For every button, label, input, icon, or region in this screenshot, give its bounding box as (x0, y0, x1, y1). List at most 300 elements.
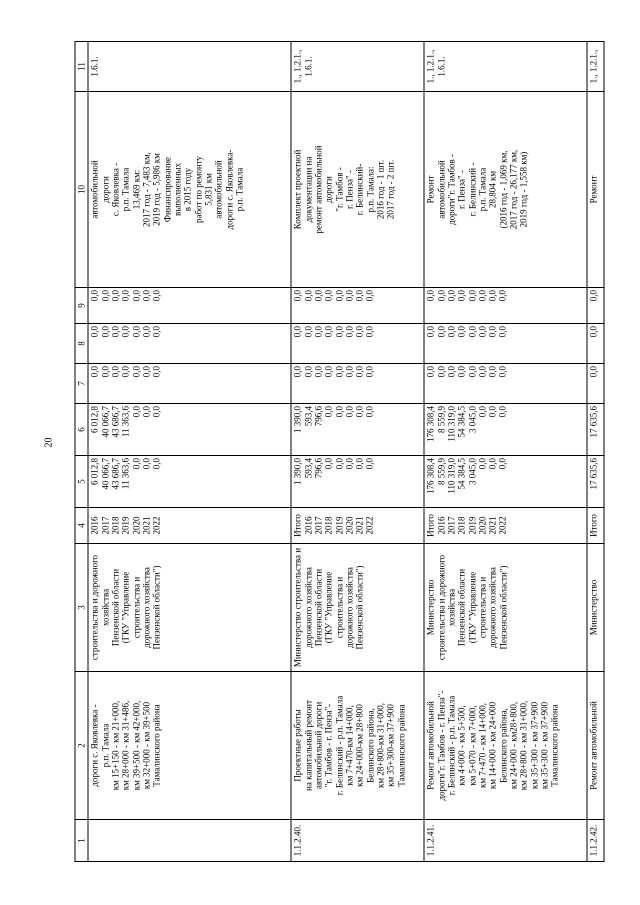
activity-name-line: км 7+470-км 14+000, (344, 705, 355, 786)
column-8-values-line: 0,0 (487, 326, 498, 338)
regional-amount-line: 0,0 (323, 406, 334, 418)
column-8-values-line: 0,0 (344, 326, 355, 338)
regional-amount-line: 593,4 (303, 406, 314, 427)
regional-amount-line: 0,0 (334, 406, 345, 418)
column-header-2: 2 (75, 672, 88, 820)
table-row (424, 42, 587, 862)
expected-result-line: 2019 год - 1,558 км) (518, 151, 529, 228)
executor-line: Пензенской области") (498, 565, 509, 650)
total-amount-line: 796,6 (313, 458, 324, 479)
activity-name-line: км 28+800 - км 31+000, (518, 700, 529, 791)
total-amount-line: 54 384,5 (456, 458, 467, 490)
column-header-8: 8 (75, 324, 88, 364)
total-amount-line: 11 363,6 (120, 458, 131, 490)
activity-name-line: км 14+000 - км 24+000 (487, 701, 498, 790)
regional-amount-line: 0,0 (477, 406, 488, 418)
regional-amount (88, 404, 291, 456)
executor-line: Министерство (425, 579, 436, 636)
table-row (88, 42, 291, 862)
column-7-values-line: 0,0 (354, 366, 365, 378)
years-line: 2020 (477, 516, 488, 535)
column-9-values-line: 0,0 (446, 290, 457, 302)
expected-result-line: автомобильной (436, 160, 447, 219)
column-7-values-line: 0,0 (131, 366, 142, 378)
total-amount-line: 0,0 (131, 458, 142, 470)
regional-amount-line: 1 390,0 (292, 406, 303, 433)
expected-result-line: с. Яковлевка - (110, 162, 121, 217)
activity-name-line: г. Белинский - р.п. Тамала (446, 695, 457, 796)
column-9-values-line: 0,0 (323, 290, 334, 302)
executor-line: Министерство строительства и (292, 547, 303, 668)
column-9-values-line: 0,0 (292, 290, 303, 302)
column-9-values-line: 0,0 (344, 290, 355, 302)
executor-line: дорожного хозяйства (303, 567, 314, 648)
column-7-values-line: 0,0 (303, 366, 314, 378)
total-amount-line: 110 319,0 (446, 458, 457, 494)
column-7-values-line: 0,0 (456, 366, 467, 378)
expected-result-line: "г. Тамбов - (334, 167, 345, 212)
column-7-values-line: 0,0 (497, 366, 508, 378)
column-7-values (88, 364, 291, 404)
column-7-values-line: 0,0 (344, 366, 355, 378)
column-8-values-line: 0,0 (364, 326, 375, 338)
column-9-values-line: 0,0 (487, 290, 498, 302)
expected-result-line: автомобильной (89, 160, 100, 219)
column-header-9: 9 (75, 288, 88, 324)
executor-line: (ГКУ "Управление (120, 571, 131, 644)
column-7-values-line: 0,0 (467, 366, 478, 378)
executor-line: строительства и (477, 576, 488, 639)
indicator-link-line: 1.6.1. (303, 56, 314, 77)
expected-result-line: 2017 год - 26,177 км, (508, 149, 519, 230)
column-header-10: 10 (75, 92, 88, 288)
total-amount-line: 0,0 (364, 458, 375, 470)
activity-name-line: г. Белинский - р.п. Тамала (334, 695, 345, 796)
regional-amount-line: 0,0 (151, 406, 162, 418)
executor (88, 544, 291, 672)
activity-name-line: км 35+300 - км 37+900 (539, 701, 550, 790)
column-7-values-line: 0,0 (487, 366, 498, 378)
column-9-values-line: 0,0 (151, 290, 162, 302)
column-8-values-line: 0,0 (131, 326, 142, 338)
years-line: 2016 (436, 516, 447, 535)
column-7-values-line: 0,0 (436, 366, 447, 378)
years (291, 508, 424, 544)
expected-result-line: 13,469 км: (131, 169, 142, 210)
activity-name-line: км 4+000 - км 5+500, (456, 705, 467, 786)
total-amount-line: 0,0 (334, 458, 345, 470)
activity-name (424, 672, 587, 820)
activity-name (88, 672, 291, 820)
expected-result (424, 92, 587, 288)
executor (291, 544, 424, 672)
total-amount-line: 0,0 (151, 458, 162, 470)
expected-result-line: г. Белинский - (467, 162, 478, 217)
years-line: 2020 (344, 516, 355, 535)
indicator-link-line: 1., 1.2.1., (588, 49, 599, 84)
executor-line: (ГКУ "Управление (323, 571, 334, 644)
column-9-values (88, 288, 291, 324)
indicator-link-line: 1.6.1. (89, 56, 100, 77)
expected-result-line: автомобильной (213, 160, 224, 219)
regional-amount-line: 0,0 (131, 406, 142, 418)
activity-name-line: р.п. Тамала (100, 723, 111, 768)
column-7-values-line: 0,0 (313, 366, 324, 378)
column-8-values-line: 0,0 (110, 326, 121, 338)
regional-amount-line: 0,0 (344, 406, 355, 418)
years-line: 2022 (364, 516, 375, 535)
activity-name-line: автомобильной дороги (313, 701, 324, 790)
activity-name-line: км 28+000 - км 31+486, (120, 700, 131, 791)
column-8-values-line: 0,0 (354, 326, 365, 338)
column-8-values-line: 0,0 (151, 326, 162, 338)
expected-result-line: документации на (303, 156, 314, 223)
expected-result-line: Ремонт (425, 175, 436, 204)
expected-result-line: р.п. Тамала: (365, 166, 376, 213)
activity-name-line: Ремонт автомобильной (425, 701, 436, 790)
expected-result-line: дороги (323, 176, 334, 203)
executor-line: Пензенской области (313, 568, 324, 647)
total-amount-line: 0,0 (487, 458, 498, 470)
expected-result-line: г. Пенза" - (456, 170, 467, 209)
indicator-link (88, 42, 291, 92)
column-7-values-line: 0,0 (323, 366, 334, 378)
expected-result-line: р.п. Тамала (234, 167, 245, 212)
total-amount-line: 8 559,9 (436, 458, 447, 485)
column-8-values-line: 0,0 (292, 326, 303, 338)
executor-line: Пензенской области") (354, 565, 365, 650)
column-9-values-line: 0,0 (131, 290, 142, 302)
column-9-values-line: 0,0 (313, 290, 324, 302)
column-header-3: 3 (75, 544, 88, 672)
column-8-values-line: 0,0 (323, 326, 334, 338)
total-amount-line: 3 045,0 (467, 458, 478, 485)
executor-line: хозяйства (446, 588, 457, 627)
total-amount-line: 176 308,4 (425, 458, 436, 494)
regional-amount (424, 404, 587, 456)
column-8-values-line: 0,0 (334, 326, 345, 338)
total-amount-line: 0,0 (477, 458, 488, 470)
regional-amount-line: 8 559,9 (436, 406, 447, 433)
executor-line: Министерство (588, 579, 599, 636)
total-amount (88, 456, 291, 508)
column-8-values-line: 0,0 (141, 326, 152, 338)
total-amount (587, 456, 604, 508)
column-9-values (587, 288, 604, 324)
column-7-values-line: 0,0 (334, 366, 345, 378)
activity-name (291, 672, 424, 820)
column-8-values-line: 0,0 (425, 326, 436, 338)
column-8-values (88, 324, 291, 364)
regional-amount-line: 796,6 (313, 406, 324, 427)
item-number: 1.1.2.41. (424, 820, 587, 862)
regional-amount-line: 110 319,0 (446, 406, 457, 442)
years (88, 508, 291, 544)
total-amount-line: 593,4 (303, 458, 314, 479)
years-line: Итого (292, 514, 303, 537)
expected-result-line: 28,804 км (487, 170, 498, 209)
regional-amount-line: 3 045,0 (467, 406, 478, 433)
column-header-5: 5 (75, 456, 88, 508)
executor-line: Пензенской области (456, 568, 467, 647)
activity-name-line: км 35+300 - км 37+900 (529, 701, 540, 790)
executor-line: строительства и (131, 576, 142, 639)
table-row (587, 42, 604, 862)
years-line: 2017 (100, 516, 111, 535)
executor-line: Пензенской области") (151, 565, 162, 650)
total-amount-line: 0,0 (323, 458, 334, 470)
column-header-4: 4 (75, 508, 88, 544)
executor (587, 544, 604, 672)
years-line: 2017 (446, 516, 457, 535)
total-amount-line: 6 012,8 (89, 458, 100, 485)
column-9-values-line: 0,0 (425, 290, 436, 302)
regional-amount-line: 40 066,7 (100, 406, 111, 438)
indicator-link-line: 1.6.1. (436, 56, 447, 77)
column-9-values-line: 0,0 (436, 290, 447, 302)
total-amount (291, 456, 424, 508)
column-9-values-line: 0,0 (477, 290, 488, 302)
regional-amount-line: 17 635,6 (588, 406, 599, 438)
executor-line: строительства и (334, 576, 345, 639)
indicator-link (291, 42, 424, 92)
column-9-values (291, 288, 424, 324)
years (424, 508, 587, 544)
activity-name-line: км 28+800-км 31+000, (375, 702, 386, 789)
regional-amount-line: 6 012,8 (89, 406, 100, 433)
activity-name-line: дороги с. Яковлевка - (89, 704, 100, 787)
expected-result (88, 92, 291, 288)
years-line: 2019 (467, 516, 478, 535)
expected-result-line: 2017 год - 7,483 км, (141, 152, 152, 227)
expected-result-line: Финансирование (162, 156, 173, 223)
total-amount-line: 0,0 (497, 458, 508, 470)
activity-name-line: Ремонт автомобильной (588, 701, 599, 790)
column-7-values-line: 0,0 (100, 366, 111, 378)
expected-result-line: (2016 год - 1,069 км, (498, 150, 509, 229)
expected-result-line: 2016 год - 1 шт. (375, 159, 386, 220)
expected-result-line: г. Пенза" - (344, 170, 355, 209)
expected-result-line: выполненных (172, 163, 183, 216)
column-7-values-line: 0,0 (364, 366, 375, 378)
years-line: 2022 (151, 516, 162, 535)
expected-result-line: дороги (100, 176, 111, 203)
regional-amount-line: 0,0 (141, 406, 152, 418)
column-8-values (587, 324, 604, 364)
column-8-values-line: 0,0 (120, 326, 131, 338)
total-amount-line: 17 635,6 (588, 458, 599, 490)
executor-line: дорожного хозяйства (344, 567, 355, 648)
executor-line: дорожного хозяйства (487, 567, 498, 648)
column-7-values (424, 364, 587, 404)
column-7-values (291, 364, 424, 404)
years (587, 508, 604, 544)
activity-name-line: Белинского района, (498, 708, 509, 783)
activity-name-line: км 5+070 - км 7+000, (467, 705, 478, 786)
column-9-values-line: 0,0 (467, 290, 478, 302)
years-line: 2016 (89, 516, 100, 535)
regional-amount-line: 11 363,6 (120, 406, 131, 438)
regional-amount-line: 0,0 (354, 406, 365, 418)
activity-name-line: Тамалинского района (151, 704, 162, 787)
expected-result-line: Ремонт (588, 175, 599, 204)
column-7-values-line: 0,0 (120, 366, 131, 378)
executor-line: дорожного хозяйства (141, 567, 152, 648)
column-8-values-line: 0,0 (477, 326, 488, 338)
activity-name (587, 672, 604, 820)
header-row (75, 42, 88, 862)
regional-amount-line: 43 686,7 (110, 406, 121, 438)
years-line: 2018 (456, 516, 467, 535)
column-9-values-line: 0,0 (89, 290, 100, 302)
column-9-values-line: 0,0 (364, 290, 375, 302)
column-9-values-line: 0,0 (497, 290, 508, 302)
activity-name-line: км 24+000-км 28+800 (354, 704, 365, 787)
expected-result-line: р.п. Тамала (120, 167, 131, 212)
years-line: 2021 (487, 516, 498, 535)
column-7-values-line: 0,0 (292, 366, 303, 378)
total-amount-line: 0,0 (344, 458, 355, 470)
activity-name-line: Тамалинского района (549, 704, 560, 787)
column-8-values-line: 0,0 (89, 326, 100, 338)
regional-amount-line: 176 308,4 (425, 406, 436, 442)
column-7-values-line: 0,0 (89, 366, 100, 378)
expected-result (587, 92, 604, 288)
column-8-values (291, 324, 424, 364)
column-8-values (424, 324, 587, 364)
column-8-values-line: 0,0 (313, 326, 324, 338)
column-9-values-line: 0,0 (588, 290, 599, 302)
column-7-values-line: 0,0 (151, 366, 162, 378)
years-line: 2020 (131, 516, 142, 535)
column-9-values-line: 0,0 (303, 290, 314, 302)
indicator-link (424, 42, 587, 92)
expected-result-line: в 2015 году (182, 167, 193, 212)
executor-line: строительства и дорожного (89, 554, 100, 661)
item-number (88, 820, 291, 862)
expected-result-line: работ по ремонту (193, 155, 204, 224)
total-amount-line: 0,0 (354, 458, 365, 470)
activity-name-line: км 32+000 - км 39+500 (141, 701, 152, 790)
column-8-values-line: 0,0 (456, 326, 467, 338)
column-7-values-line: 0,0 (141, 366, 152, 378)
column-9-values-line: 0,0 (110, 290, 121, 302)
indicator-link-line: 1., 1.2.1., (425, 49, 436, 84)
column-7-values-line: 0,0 (110, 366, 121, 378)
program-table (75, 41, 605, 862)
column-8-values-line: 0,0 (467, 326, 478, 338)
document-sheet (75, 42, 599, 862)
executor-line: строительства и дорожного (436, 554, 447, 661)
expected-result-line: ремонт автомобильной (313, 145, 324, 234)
column-7-values-line: 0,0 (477, 366, 488, 378)
column-7-values-line: 0,0 (446, 366, 457, 378)
total-amount-line: 1 390,0 (292, 458, 303, 485)
column-9-values (424, 288, 587, 324)
expected-result-line: 5,831 км (203, 173, 214, 206)
years-line: 2019 (334, 516, 345, 535)
expected-result-line: дороги"г. Тамбов - (446, 154, 457, 225)
activity-name-line: Белинского района, (365, 708, 376, 783)
regional-amount-line: 54 384,5 (456, 406, 467, 438)
executor-line: хозяйства (100, 588, 111, 627)
table-row (291, 42, 424, 862)
item-number: 1.1.2.42. (587, 820, 604, 862)
page-number: 20 (43, 437, 55, 448)
activity-name-line: км 7+470 - км 14+000, (477, 702, 488, 789)
regional-amount-line: 0,0 (364, 406, 375, 418)
activity-name-line: дороги"г. Тамбов - г. Пенза"- (436, 690, 447, 801)
years-line: Итого (588, 514, 599, 537)
years-line: 2018 (110, 516, 121, 535)
years-line: 2022 (497, 516, 508, 535)
item-number: 1.1.2.40. (291, 820, 424, 862)
column-9-values-line: 0,0 (100, 290, 111, 302)
expected-result-line: р.п. Тамала (477, 167, 488, 212)
activity-name-line: "г. Тамбов - г. Пенза"- (323, 703, 334, 788)
column-8-values-line: 0,0 (446, 326, 457, 338)
total-amount (424, 456, 587, 508)
regional-amount-line: 0,0 (487, 406, 498, 418)
column-header-1: 1 (75, 820, 88, 862)
years-line: 2017 (313, 516, 324, 535)
regional-amount (291, 404, 424, 456)
column-9-values-line: 0,0 (456, 290, 467, 302)
column-7-values (587, 364, 604, 404)
expected-result-line: 2019 год - 5,986 км (151, 153, 162, 226)
column-header-6: 6 (75, 404, 88, 456)
activity-name-line: км 35+300-км 37+900 (385, 704, 396, 787)
years-line: Итого (425, 514, 436, 537)
column-9-values-line: 0,0 (141, 290, 152, 302)
total-amount-line: 43 686,7 (110, 458, 121, 490)
executor (424, 544, 587, 672)
activity-name-line: Проектные работы (292, 709, 303, 782)
column-8-values-line: 0,0 (303, 326, 314, 338)
column-9-values-line: 0,0 (120, 290, 131, 302)
column-8-values-line: 0,0 (497, 326, 508, 338)
years-line: 2021 (141, 516, 152, 535)
activity-name-line: на капитальный ремонт (303, 700, 314, 791)
total-amount-line: 0,0 (141, 458, 152, 470)
executor-line: Пензенской области (110, 568, 121, 647)
activity-name-line: км 24+000 - км28+800, (508, 701, 519, 790)
column-9-values-line: 0,0 (334, 290, 345, 302)
regional-amount-line: 0,0 (497, 406, 508, 418)
expected-result-line: 2017 год - 2 шт. (385, 159, 396, 220)
regional-amount (587, 404, 604, 456)
activity-name-line: Тамалинского района (396, 704, 407, 787)
years-line: 2019 (120, 516, 131, 535)
column-header-11: 11 (75, 42, 88, 92)
expected-result-line: Комплект проектной (292, 149, 303, 230)
activity-name-line: км 15+150 - км 21+000, (110, 700, 121, 791)
column-header-7: 7 (75, 364, 88, 404)
expected-result-line: г. Белинский- (354, 163, 365, 216)
expected-result-line: дороги с. Яковлевка- (224, 149, 235, 230)
indicator-link-line: 1., 1.2.1., (292, 49, 303, 84)
indicator-link (587, 42, 604, 92)
column-8-values-line: 0,0 (436, 326, 447, 338)
column-7-values-line: 0,0 (588, 366, 599, 378)
years-line: 2016 (303, 516, 314, 535)
column-8-values-line: 0,0 (100, 326, 111, 338)
column-7-values-line: 0,0 (425, 366, 436, 378)
column-8-values-line: 0,0 (588, 326, 599, 338)
executor-line: (ГКУ "Управление (467, 571, 478, 644)
years-line: 2021 (354, 516, 365, 535)
expected-result (291, 92, 424, 288)
